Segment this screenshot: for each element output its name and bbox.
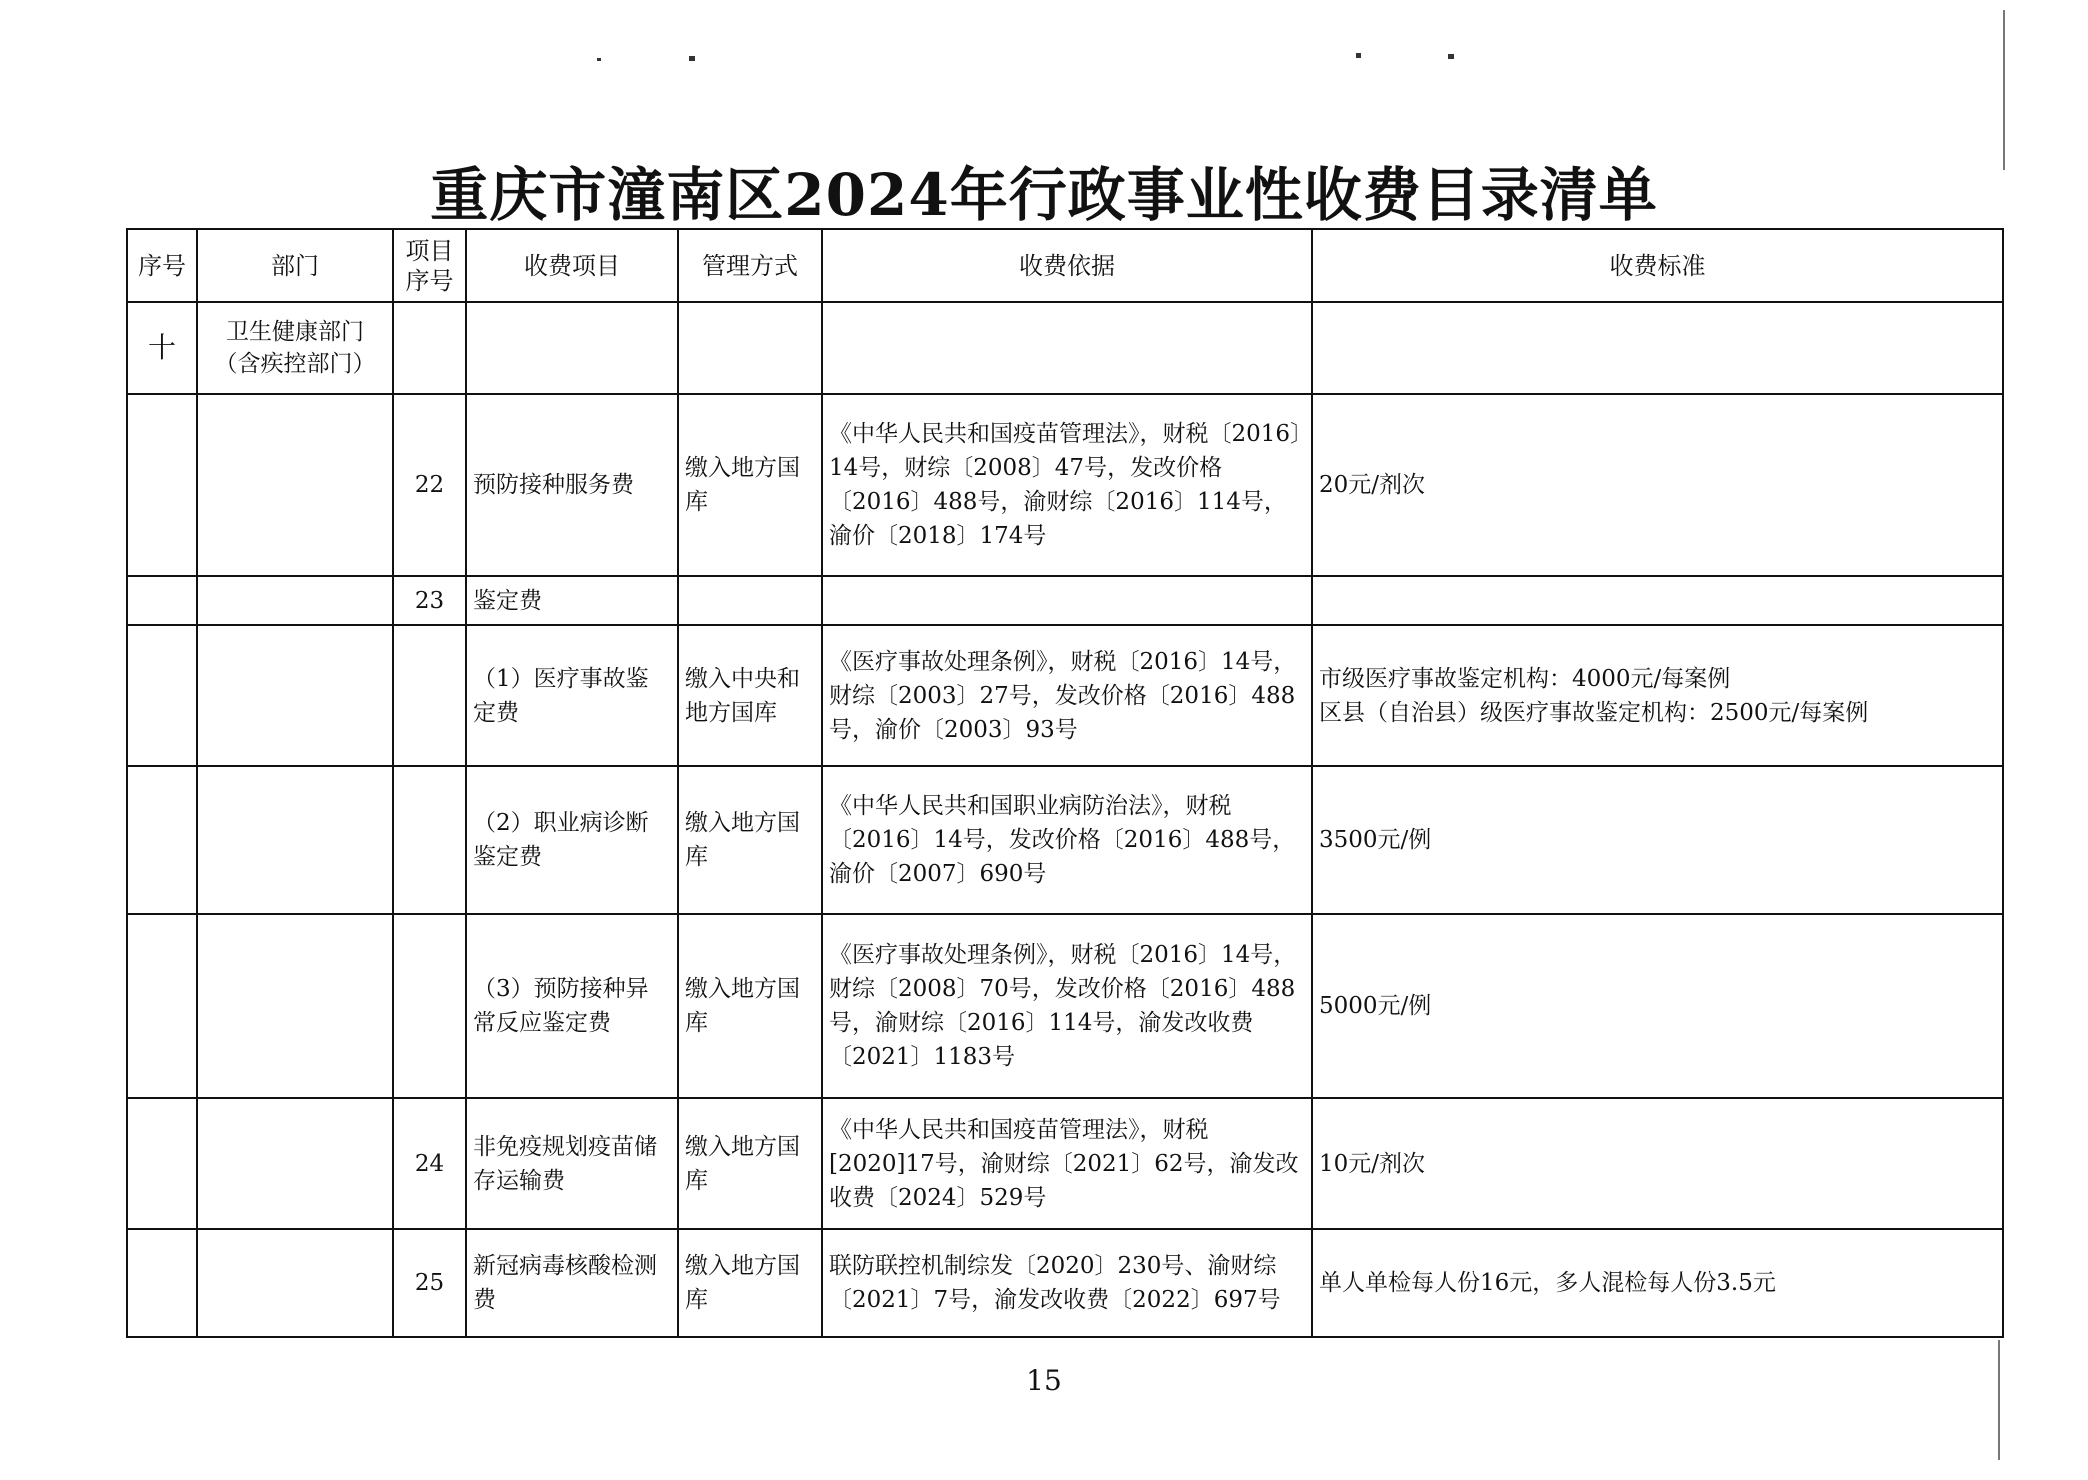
row-item: 鉴定费: [466, 576, 678, 625]
row-item: 非免疫规划疫苗储存运输费: [466, 1098, 678, 1229]
scan-speck: [689, 56, 695, 61]
header-mgmt: 管理方式: [678, 229, 822, 302]
header-basis: 收费依据: [822, 229, 1312, 302]
row-basis: 《医疗事故处理条例》，财税〔2016〕14号，财综〔2003〕27号，发改价格〔2016〕488号，渝价〔2003〕93号: [822, 625, 1312, 766]
row-item: （2）职业病诊断鉴定费: [466, 766, 678, 914]
row-standard: 10元/剂次: [1312, 1098, 2003, 1229]
row-mgmt: 缴入地方国库: [678, 394, 822, 576]
table-row: [127, 766, 2003, 914]
row-item-seq: 22: [393, 394, 466, 576]
row-standard: 3500元/例: [1312, 766, 2003, 914]
row-basis: 《医疗事故处理条例》，财税〔2016〕14号，财综〔2008〕70号，发改价格〔2016〕488号，渝财综〔2016〕114号，渝发改收费〔2021〕1183号: [822, 914, 1312, 1098]
row-basis: 《中华人民共和国职业病防治法》，财税〔2016〕14号，发改价格〔2016〕488号，渝价〔2007〕690号: [822, 766, 1312, 914]
row-basis: [822, 576, 1312, 625]
header-item-seq: [393, 229, 466, 302]
row-item-seq: 24: [393, 1098, 466, 1229]
scan-speck: [597, 58, 601, 61]
row-standard: [1312, 576, 2003, 625]
scan-edge-mark: [1998, 1340, 2000, 1460]
row-item-seq: 23: [393, 576, 466, 625]
header-seq: 序号: [127, 229, 197, 302]
page-title: 重庆市潼南区2024年行政事业性收费目录清单: [430, 161, 1658, 229]
header-item-seq-text: 项目序号: [405, 236, 454, 295]
row-item: （1）医疗事故鉴定费: [466, 625, 678, 766]
scan-speck: [1448, 54, 1454, 59]
table-row: [127, 1229, 2003, 1337]
section-row: [127, 302, 2003, 394]
row-item-seq: [393, 766, 466, 914]
row-standard: 单人单检每人份16元，多人混检每人份3.5元: [1312, 1229, 2003, 1337]
standard-line: 市级医疗事故鉴定机构：4000元/每案例: [1319, 665, 1731, 692]
scan-edge-mark: [2003, 10, 2005, 170]
row-mgmt: [678, 576, 822, 625]
row-item: （3）预防接种异常反应鉴定费: [466, 914, 678, 1098]
row-mgmt: 缴入地方国库: [678, 766, 822, 914]
row-mgmt: 缴入地方国库: [678, 1229, 822, 1337]
row-mgmt: 缴入地方国库: [678, 914, 822, 1098]
header-standard: 收费标准: [1312, 229, 2003, 302]
row-basis: 《中华人民共和国疫苗管理法》，财税〔2016〕14号，财综〔2008〕47号，发改价格〔2016〕488号，渝财综〔2016〕114号，渝价〔2018〕174号: [822, 394, 1312, 576]
row-item-seq: 25: [393, 1229, 466, 1337]
fee-table: [126, 228, 2004, 1338]
header-dept: 部门: [197, 229, 393, 302]
row-basis: 《中华人民共和国疫苗管理法》，财税[2020]17号，渝财综〔2021〕62号，渝发改收费〔2024〕529号: [822, 1098, 1312, 1229]
scan-speck: [1356, 53, 1361, 58]
header-item: 收费项目: [466, 229, 678, 302]
table-row: [127, 1098, 2003, 1229]
row-standard: 20元/剂次: [1312, 394, 2003, 576]
table-row: [127, 625, 2003, 766]
row-standard: 5000元/例: [1312, 914, 2003, 1098]
table-row: [127, 394, 2003, 576]
section-seq: 十: [127, 302, 197, 394]
table-header-row: [127, 229, 2003, 302]
table-row: [127, 576, 2003, 625]
section-dept: 卫生健康部门（含疾控部门）: [197, 302, 393, 394]
row-standard: [1312, 625, 2003, 766]
row-item-seq: [393, 625, 466, 766]
row-basis: 联防联控机制综发〔2020〕230号、渝财综〔2021〕7号，渝发改收费〔2022〕697号: [822, 1229, 1312, 1337]
row-item-seq: [393, 914, 466, 1098]
row-item: 预防接种服务费: [466, 394, 678, 576]
row-mgmt: 缴入地方国库: [678, 1098, 822, 1229]
row-item: 新冠病毒核酸检测费: [466, 1229, 678, 1337]
standard-line: 区县（自治县）级医疗事故鉴定机构：2500元/每案例: [1319, 699, 1869, 726]
table-row: [127, 914, 2003, 1098]
page-number: 15: [1026, 1364, 1062, 1397]
row-mgmt: 缴入中央和地方国库: [678, 625, 822, 766]
